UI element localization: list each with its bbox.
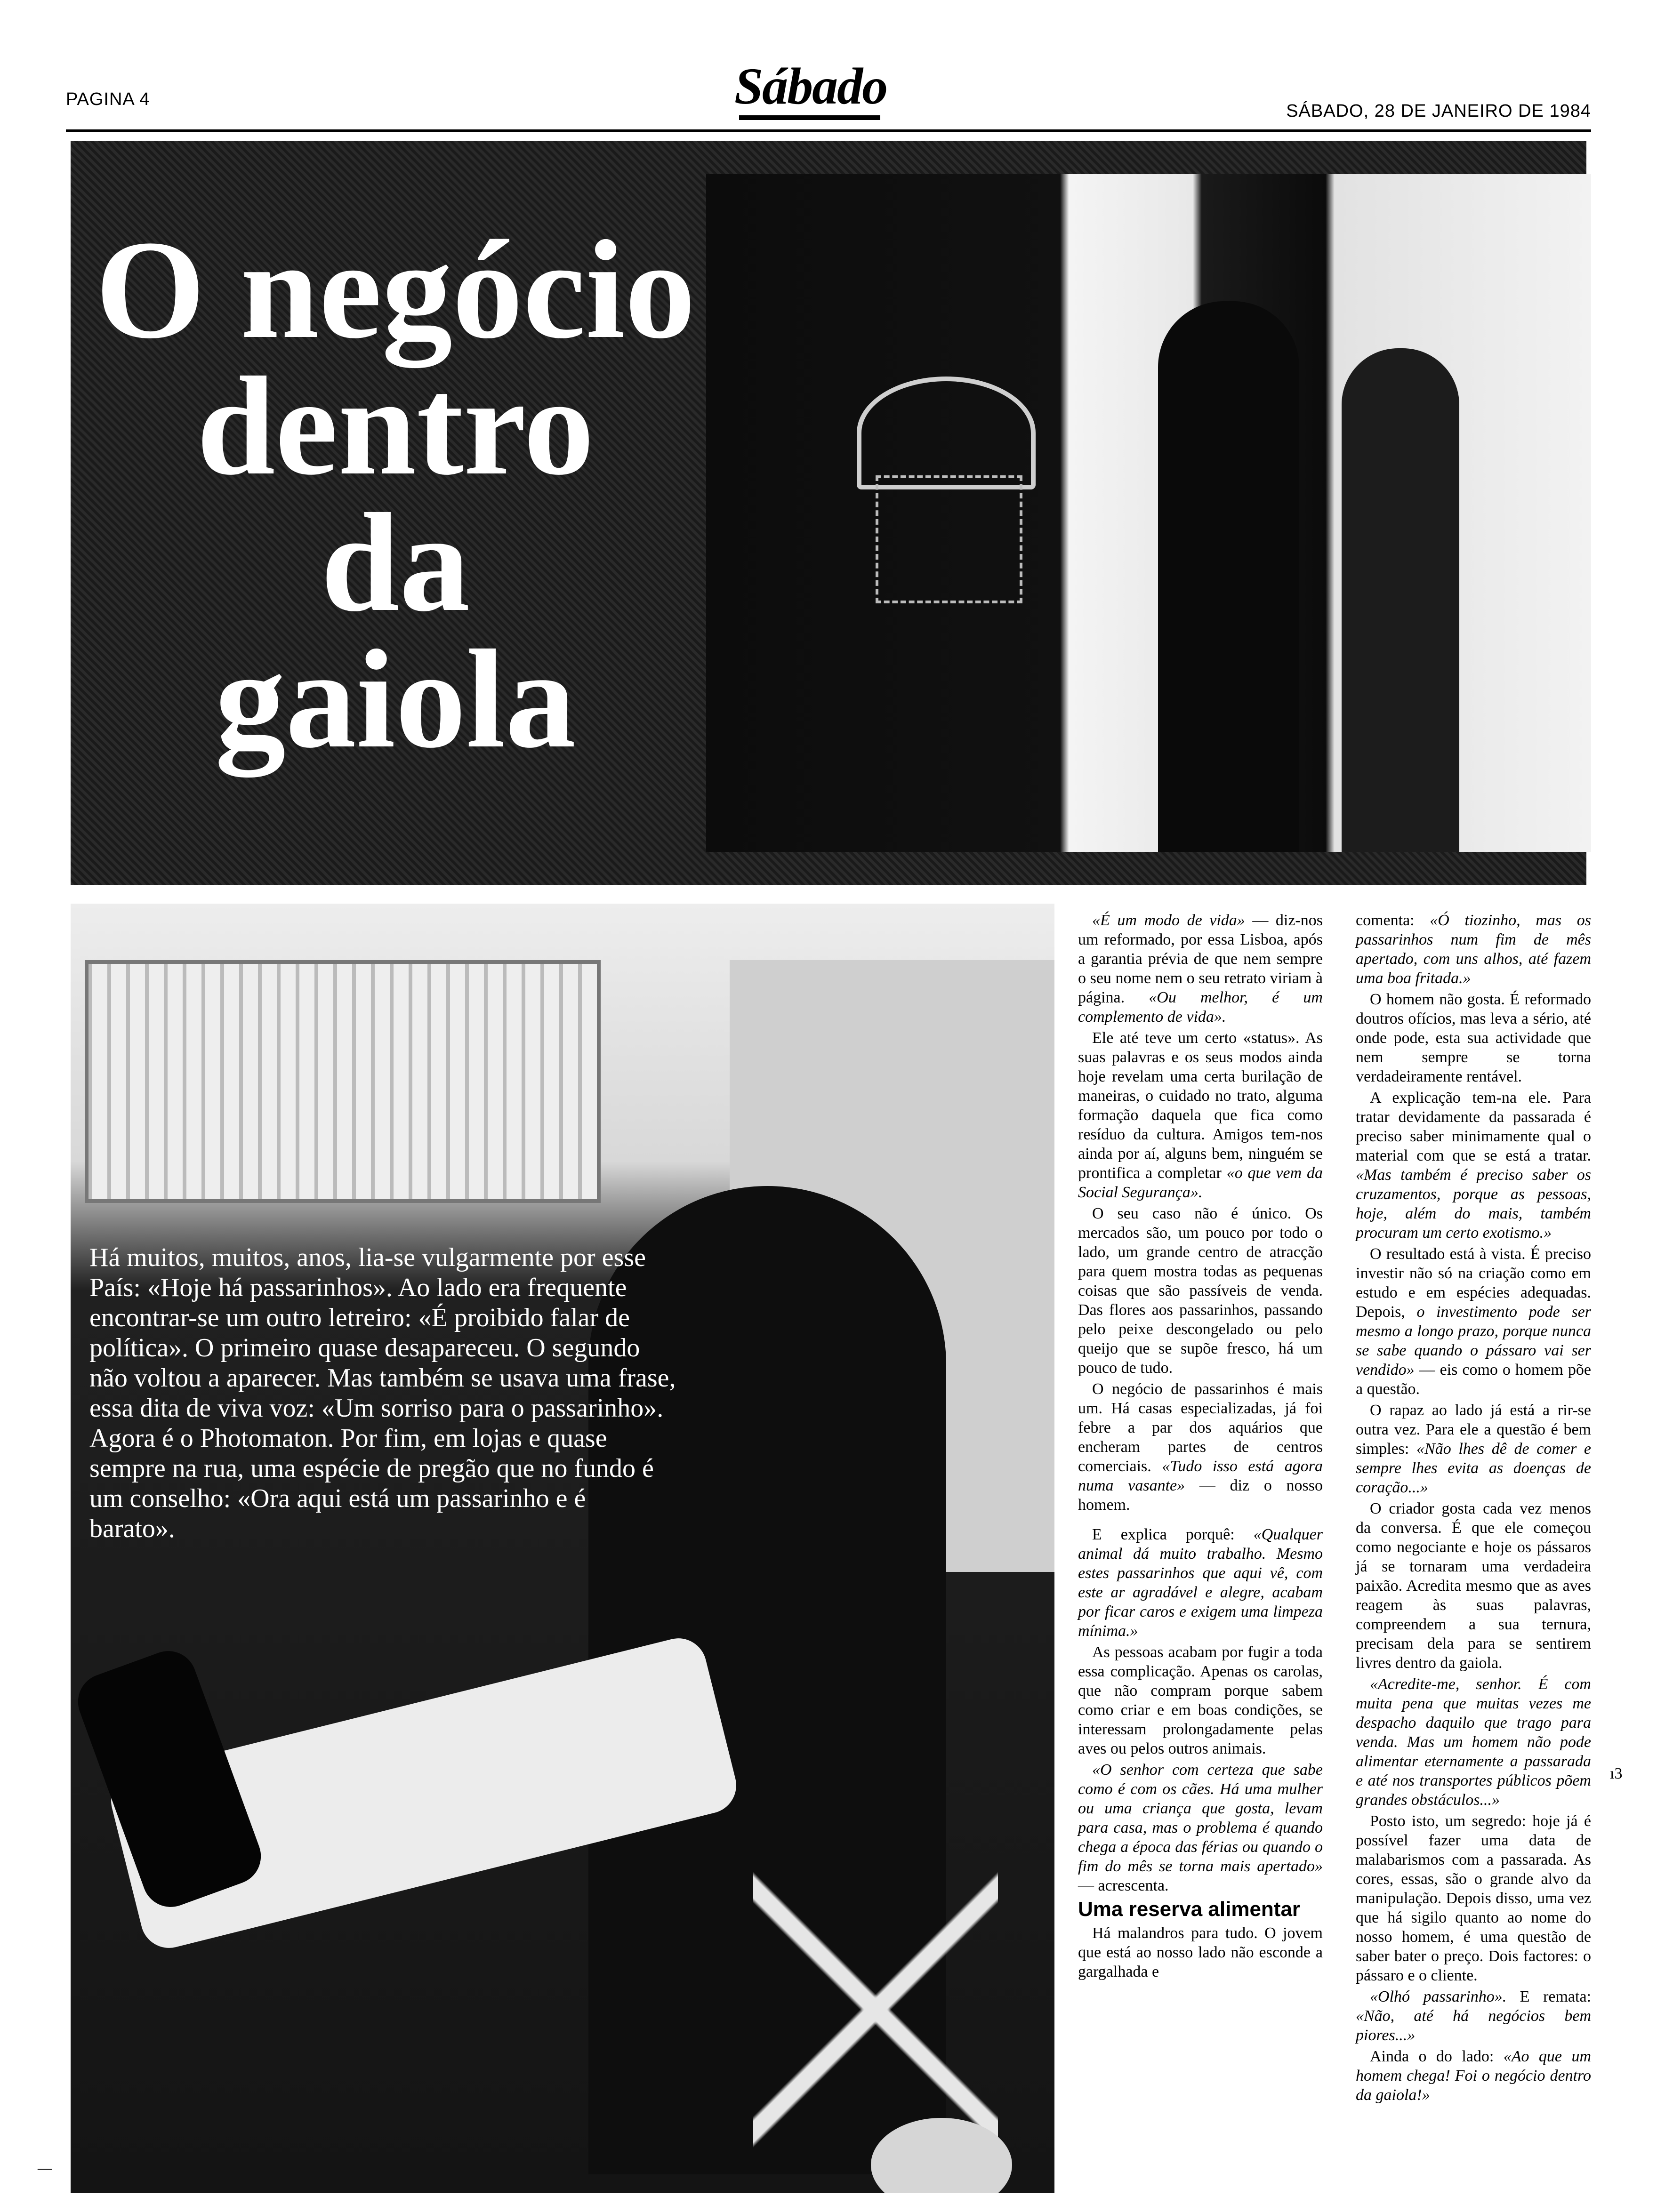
bird-cage-shape — [876, 475, 1022, 603]
text: — diz-nos um reformado, por essa Lisboa, após a garantia prévia de que nem sempre o seu nome nem o seu retrato viriam à página. — [1078, 912, 1323, 1006]
article-headline — [85, 211, 706, 777]
paragraph — [1356, 2047, 1591, 2105]
text: A explicação tem-na ele. Para tratar devidamente da passarada é preciso saber minimamente qual o material com que se está a tratar. — [1356, 1089, 1591, 1164]
bird-cages-shelf — [85, 960, 601, 1203]
margin-mark: — — [38, 2160, 52, 2176]
quote: «Qualquer animal dá muito trabalho. Mesmo estes passarinhos que aqui vê, com este ar agradável e alegre, acabam por ficar caros e exigem uma limpeza mínima.» — [1078, 1526, 1323, 1640]
issue-date: SÁBADO, 28 DE JANEIRO DE 1984 — [1286, 101, 1591, 121]
paragraph — [1356, 1675, 1591, 1810]
paragraph — [1356, 1401, 1591, 1497]
article-column-2 — [1356, 911, 1591, 2107]
headline-line: gaiola — [215, 621, 576, 777]
paragraph: O homem não gosta. É reformado doutros ofícios, mas leva a sério, até onde pode, esta sua actividade que nem sempre se torna verdadeiramente rentável. — [1356, 991, 1591, 1085]
article-column-1 — [1078, 911, 1323, 1983]
quote: «Não lhes dê de comer e sempre lhes evita as doenças de coração...» — [1356, 1440, 1592, 1496]
quote: «Olhó passarinho». — [1370, 1988, 1507, 2005]
paragraph: Há malandros para tudo. O jovem que está ao nosso lado não esconde a gargalhada e — [1078, 1924, 1323, 1980]
headline-line: O negócio — [95, 211, 696, 368]
text: O resultado está à vista. É preciso investir não só na criação como em estudo e em espécies adequadas. Depois, — [1356, 1245, 1591, 1321]
bird-cage-shape — [857, 377, 1036, 489]
headline-line: da — [321, 484, 470, 641]
quote: «Não, até há negócios bem piores...» — [1356, 2007, 1591, 2044]
quote: «Ao que um homem chega! Foi o negócio dentro da gaiola!» — [1356, 2048, 1591, 2104]
text: — diz o nosso homem. — [1078, 1477, 1323, 1514]
quote: «o que vem da Social Segurança». — [1078, 1164, 1323, 1201]
paragraph — [1356, 1088, 1591, 1242]
paragraph — [1078, 1760, 1323, 1895]
photo-caption-intro — [89, 1242, 678, 1544]
paragraph — [1078, 1525, 1323, 1641]
headline-line: dentro — [196, 348, 595, 504]
paragraph — [1078, 911, 1323, 1026]
text: — eis como o homem põe a questão. — [1356, 1361, 1591, 1398]
page-number: PAGINA 4 — [66, 89, 150, 109]
market-stall-photo — [706, 174, 1591, 852]
paragraph: O seu caso não é único. Os mercados são, um pouco por todo o lado, um grande centro de atracção para quem mostra todas as pequenas coisas que são passíveis de venda. Das flores aos passarinhos, passando pelo peixe descongelado ou pelo queijo que se supõe fresco, há um pouco de tudo. — [1078, 1205, 1323, 1377]
caption-paragraph: Há muitos, muitos, anos, lia-se vulgarmente por esse País: «Hoje há passarinhos». Ao lado era frequente encontrar-se um outro letreiro: «É proibido falar de política». O primeiro quase desapareceu. O segundo não voltou a aparecer. Mas também se usava uma frase, essa dita de viva voz: «Um sorriso para o passarinho». Agora é o Photomaton. Por fim, em lojas e quase sempre na rua, uma espécie de pregão que no fundo é um conselho: «Ora aqui está um passarinho e é barato». — [89, 1243, 676, 1543]
quote: «Ó tiozinho, mas os passarinhos num fim de mês apertado, com uns alhos, até fazem uma boa fritada.» — [1356, 912, 1591, 987]
paragraph — [1078, 1028, 1323, 1202]
paragraph — [1356, 1987, 1591, 2045]
quote: «Ou melhor, é um complemento de vida». — [1078, 989, 1323, 1026]
folding-stool — [753, 1868, 998, 2151]
paragraph: Posto isto, um segredo: hoje já é possível fazer uma data de malabarismos com a passarada. As cores, essas, são o grande alvo da manipulação. Depois disso, uma vez que há sigilo quanto ao nome do nosso homem, é uma questão de saber bater o preço. Dois factores: o pássaro e o cliente. — [1356, 1812, 1591, 1984]
paragraph: O criador gosta cada vez menos da conversa. É que ele começou como negociante e hoje os pássaros já se tornaram uma verdadeira paixão. Acredita mesmo que as aves reagem às suas palavras, compreendem a sua ternura, precisam dela para se sentirem livres dentro da gaiola. — [1356, 1500, 1591, 1672]
margin-mark: ı3 — [1610, 1765, 1623, 1782]
text: E remata: — [1506, 1988, 1592, 2005]
quote: o investimento pode ser mesmo a longo prazo, porque nunca se sabe quando o pássaro vai ser vendido» — [1356, 1303, 1591, 1378]
text: E explica porquê: — [1092, 1526, 1254, 1543]
quote: «Tudo isso está agora numa vasante» — [1078, 1458, 1323, 1494]
text: — acrescenta. — [1078, 1877, 1169, 1894]
quote: «É um modo de vida» — [1092, 912, 1245, 929]
quote: «Mas também é preciso saber os cruzamentos, porque as pessoas, hoje, além do mais, também procuram um certo exotismo.» — [1356, 1166, 1591, 1242]
man-silhouette — [1158, 301, 1299, 852]
masthead-logo: Sábado — [734, 57, 887, 115]
masthead-underline — [739, 115, 880, 120]
text: O negócio de passarinhos é mais um. Há casas especializadas, já foi febre a par dos aquários que encheram partes de centros comerciais. — [1078, 1380, 1323, 1475]
section-subheading: Uma reserva alimentar — [1078, 1898, 1301, 1921]
paragraph: As pessoas acabam por fugir a toda essa complicação. Apenas os carolas, que não compram porque sabem como criar e em boas condições, se interessam prolongadamente pelas aves ou pelos outros animais. — [1078, 1643, 1323, 1757]
text: Ainda o do lado: — [1370, 2048, 1504, 2065]
quote: «Acredite-me, senhor. É com muita pena que muitas vezes me despacho daquilo que trago para venda. Mas um homem não pode alimentar eternamente a passarada e até nos transportes públicos põem grandes obstáculos...» — [1356, 1675, 1591, 1809]
paragraph — [1356, 911, 1591, 988]
seated-man-photo — [71, 904, 1054, 2193]
woman-silhouette — [1342, 348, 1459, 852]
paragraph — [1078, 1379, 1323, 1515]
text: comenta: — [1356, 912, 1430, 929]
quote: «O senhor com certeza que sabe como é com os cães. Há uma mulher ou uma criança que gosta, levam para casa, mas o problema é quando chega a época das férias ou quando o fim do mês se torna mais apertado» — [1078, 1761, 1323, 1875]
text: O rapaz ao lado já está a rir-se outra vez. Para ele a questão é bem simples: — [1356, 1402, 1591, 1458]
paragraph — [1356, 1244, 1591, 1399]
header-rule — [66, 129, 1591, 132]
text: Ele até teve um certo «status». As suas palavras e os seus modos ainda hoje revelam uma certa burilação de maneiras, o cuidado no trato, alguma formação daquela que fica como resíduo da cultura. Amigos tem-nos ainda por aí, alguns bem, ninguém se prontifica a completar — [1078, 1029, 1323, 1182]
